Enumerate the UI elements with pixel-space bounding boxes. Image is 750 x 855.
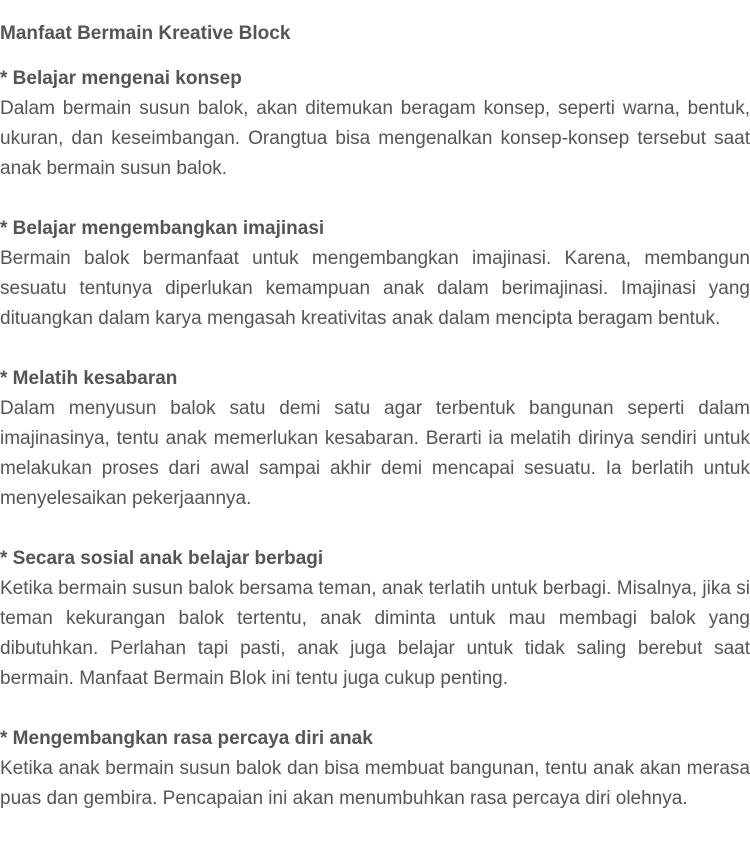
section-heading: * Belajar mengembangkan imajinasi <box>0 218 325 239</box>
article-title: Manfaat Bermain Kreative Block <box>0 23 291 44</box>
section-kesabaran <box>0 364 750 514</box>
article <box>0 19 750 844</box>
section-body: Bermain balok bermanfaat untuk mengembangkan imajinasi. Karena, membangun sesuatu tentunya diperlukan kemampuan anak dalam berimajinasi. Imajinasi yang dituangkan dalam karya mengasah kreativitas anak dalam mencipta beragam bentuk. <box>0 248 750 329</box>
section-percaya-diri <box>0 724 750 814</box>
section-body: Dalam bermain susun balok, akan ditemukan beragam konsep, seperti warna, bentuk, ukuran, dan keseimbangan. Orangtua bisa mengenalkan konsep-konsep tersebut saat anak bermain susun balok. <box>0 98 750 179</box>
section-berbagi <box>0 544 750 694</box>
section-body: Ketika bermain susun balok bersama teman, anak terlatih untuk berbagi. Misalnya, jika si teman kekurangan balok tertentu, anak diminta untuk mau membagi balok yang dibutuhkan. Perlahan tapi pasti, anak juga belajar untuk tidak saling berebut saat bermain. Manfaat Bermain Blok ini tentu juga cukup penting. <box>0 578 750 689</box>
section-imajinasi <box>0 214 750 334</box>
section-heading: * Secara sosial anak belajar berbagi <box>0 548 324 569</box>
section-heading: * Melatih kesabaran <box>0 368 178 389</box>
section-heading: * Belajar mengenai konsep <box>0 68 242 89</box>
section-heading: * Mengembangkan rasa percaya diri anak <box>0 728 373 749</box>
section-body: Ketika anak bermain susun balok dan bisa membuat bangunan, tentu anak akan merasa puas dan gembira. Pencapaian ini akan menumbuhkan rasa percaya diri olehnya. <box>0 758 750 809</box>
section-konsep <box>0 64 750 184</box>
section-body: Dalam menyusun balok satu demi satu agar terbentuk bangunan seperti dalam imajinasinya, tentu anak memerlukan kesabaran. Berarti ia melatih dirinya sendiri untuk melakukan proses dari awal sampai akhir demi mencapai sesuatu. Ia berlatih untuk menyelesaikan pekerjaannya. <box>0 398 750 509</box>
